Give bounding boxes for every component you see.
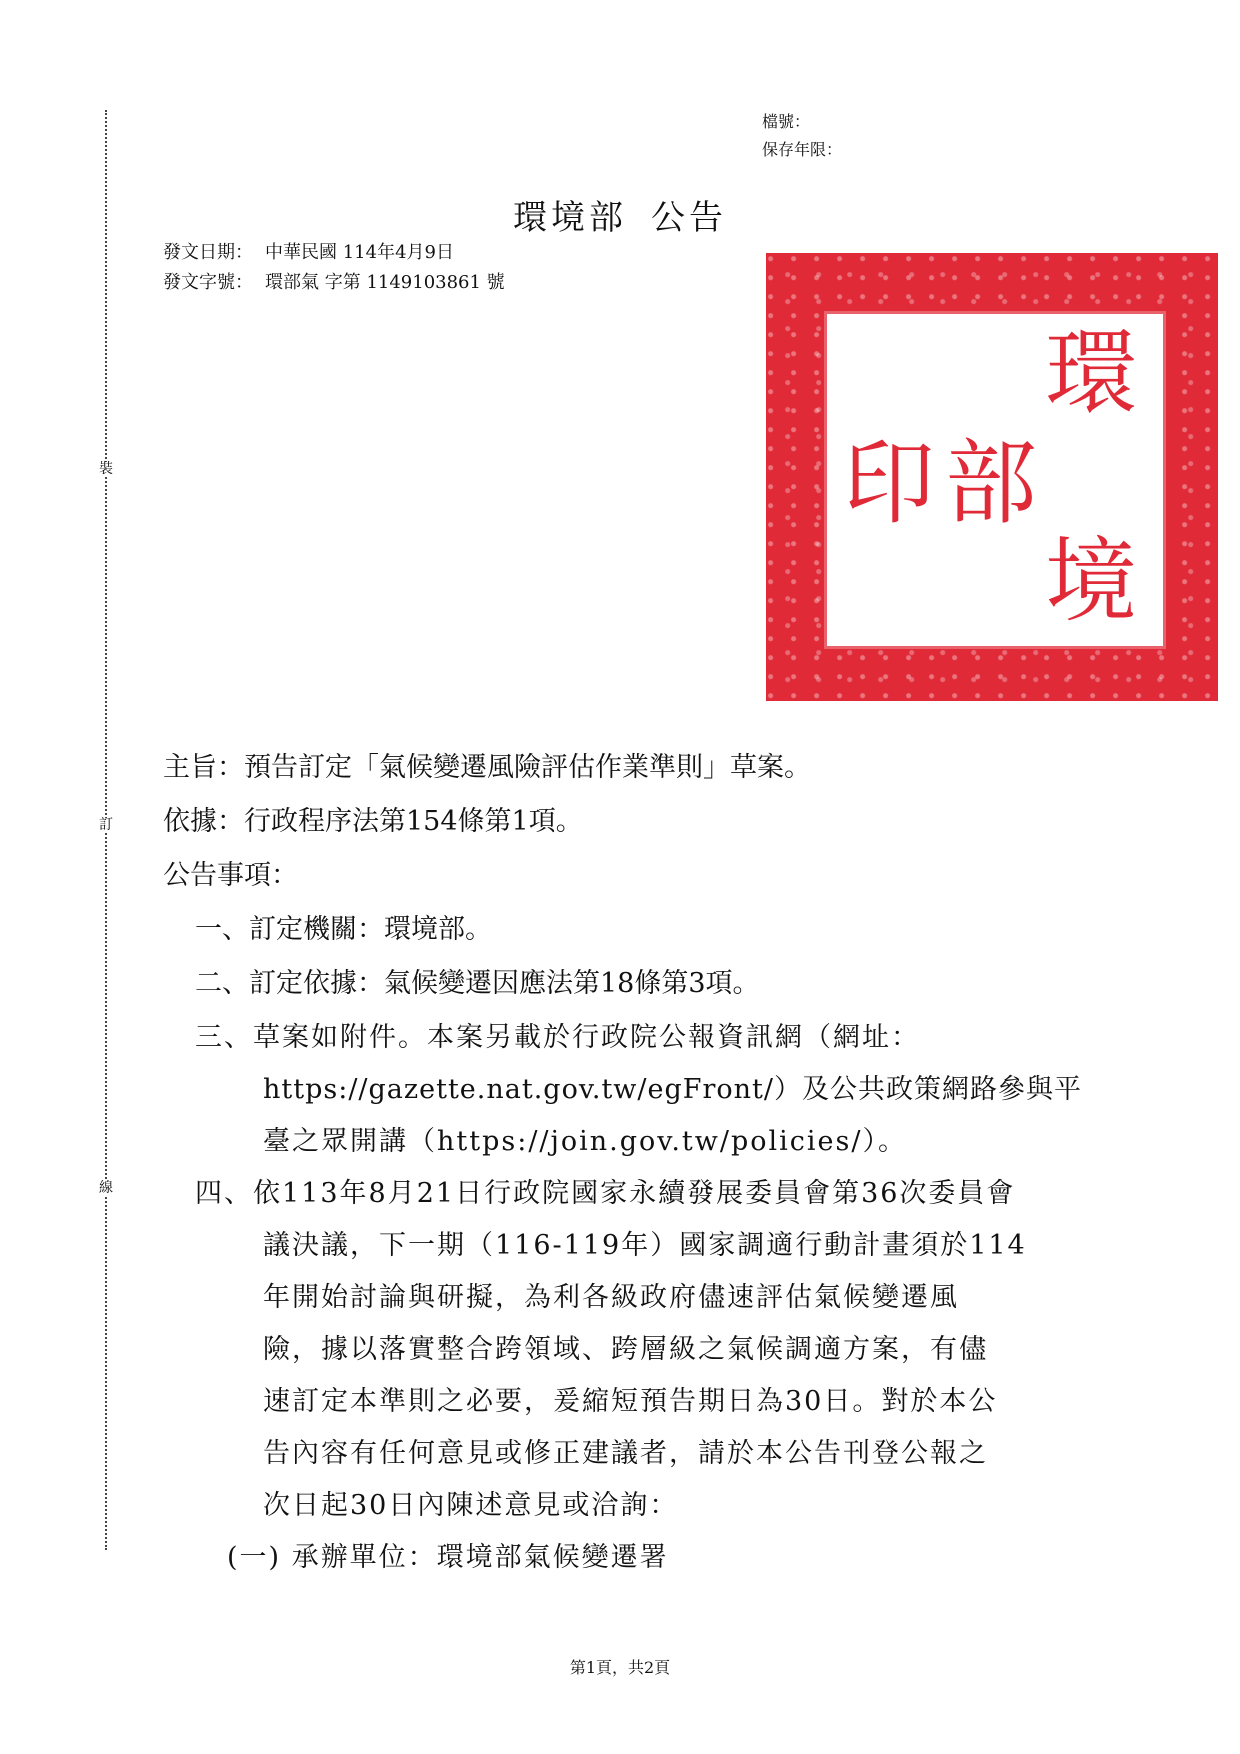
item-4-line-5: 速訂定本準則之必要，爰縮短預告期日為30日。對於本公 <box>263 1386 998 1417</box>
binding-mark-middle: 訂 <box>96 818 116 832</box>
item-4-line-3: 年開始討論與研擬，為利各級政府儘速評估氣候變遷風 <box>263 1282 959 1313</box>
date-value: 中華民國 114年4月9日 <box>265 242 454 263</box>
title-doc-type: 公告 <box>651 198 727 238</box>
file-number-label: 檔號： <box>762 112 811 131</box>
official-seal <box>766 253 1218 701</box>
subject-line: 主旨：預告訂定「氣候變遷風險評估作業準則」草案。 <box>163 752 811 783</box>
item-1: 一、訂定機關：環境部。 <box>195 914 492 945</box>
archive-info <box>762 108 842 164</box>
binding-mark-top: 裝 <box>96 462 116 476</box>
seal-column-left <box>841 374 937 594</box>
seal-inner-frame <box>824 311 1166 649</box>
seal-char-2: 境 <box>1044 528 1137 635</box>
item-4-line-4: 險，據以落實整合跨領域、跨層級之氣候調適方案，有儘 <box>263 1334 988 1365</box>
item-4-line-6: 告內容有任何意見或修正建議者，請於本公告刊登公報之 <box>263 1438 988 1469</box>
reference-value: 環部氣 字第 1149103861 號 <box>265 272 505 293</box>
date-label: 發文日期： <box>163 242 253 263</box>
seal-char-1: 環 <box>1044 320 1137 427</box>
basis-line: 依據：行政程序法第154條第1項。 <box>163 806 583 837</box>
item-4-line-7: 次日起30日內陳述意見或洽詢： <box>263 1490 679 1521</box>
item-2: 二、訂定依據：氣候變遷因應法第18條第3項。 <box>195 968 760 999</box>
document-title <box>0 190 1240 239</box>
item-3-line-3: 臺之眾開講（https://join.gov.tw/policies/）。 <box>263 1126 907 1157</box>
item-3-line-2: https://gazette.nat.gov.tw/egFront/）及公共政策網路參與平 <box>263 1074 1083 1105</box>
page-number: 第1頁，共2頁 <box>569 1658 671 1677</box>
retention-label: 保存年限： <box>762 140 843 159</box>
title-agency: 環境部 <box>513 198 627 238</box>
binding-mark-bottom: 線 <box>96 1181 116 1195</box>
item-4-subitem-1: (一) 承辦單位：環境部氣候變遷署 <box>227 1542 669 1573</box>
seal-char-3: 部 <box>944 430 1037 537</box>
item-4-line-1: 四、依113年8月21日行政院國家永續發展委員會第36次委員會 <box>195 1178 1016 1209</box>
seal-char-4: 印 <box>842 430 935 537</box>
item-3-line-1: 三、草案如附件。本案另載於行政院公報資訊網（網址： <box>195 1022 920 1053</box>
seal-column-middle <box>943 374 1039 594</box>
seal-column-right <box>1043 320 1139 635</box>
item-4-line-2: 議決議，下一期（116-119年）國家調適行動計畫須於114 <box>263 1230 1027 1261</box>
reference-label: 發文字號： <box>163 272 253 293</box>
items-heading: 公告事項： <box>163 860 298 891</box>
document-meta <box>163 238 505 298</box>
